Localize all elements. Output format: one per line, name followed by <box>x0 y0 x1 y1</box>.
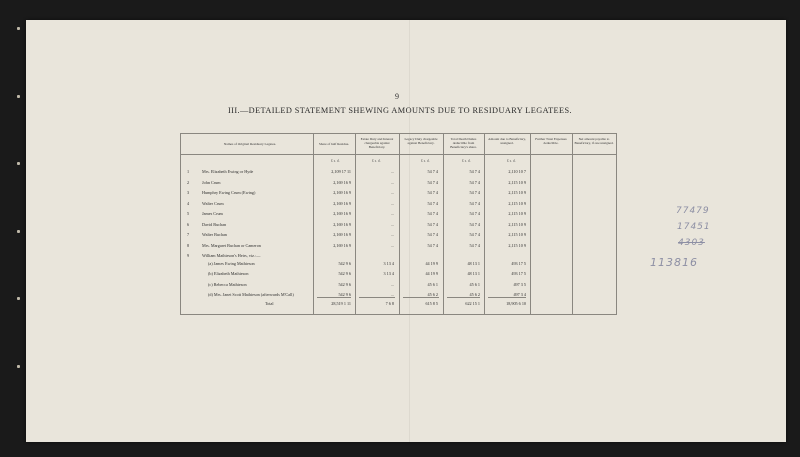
cell-legacy: 54 7 4 <box>427 243 438 248</box>
table-row <box>181 211 616 219</box>
cell-legacy: 45 6 1 <box>427 282 438 287</box>
binding-mark <box>17 27 20 30</box>
cell-due: 2,115 10 9 <box>508 201 526 206</box>
binding-mark <box>17 297 20 300</box>
total-label: Total <box>265 301 274 306</box>
pencil-note: 113816 <box>650 256 698 269</box>
table-row <box>181 222 616 230</box>
cell-legacy: 54 7 4 <box>427 222 438 227</box>
legatee-name: William Mathieson's Heirs, viz.:— <box>202 253 261 258</box>
cell-total: 54 7 4 <box>469 180 480 185</box>
cell-estate: 3 13 4 <box>383 261 394 266</box>
column-header: Names of Original Residuary Legatee. <box>223 142 277 146</box>
binding-mark <box>17 365 20 368</box>
cell-estate: ... <box>390 282 394 287</box>
cell-legacy: 54 7 4 <box>427 169 438 174</box>
page-number: 9 <box>395 92 399 101</box>
column-header: Net amount payable to Beneficiary, if one unsigned. <box>574 137 614 146</box>
cell-share: 2,169 16 9 <box>333 222 351 227</box>
pencil-note: 4303 <box>678 238 705 248</box>
total-estate: 7 6 8 <box>385 301 394 306</box>
cell-share: 2,169 16 9 <box>333 232 351 237</box>
cell-share: 2,169 16 9 <box>333 180 351 185</box>
cell-due: 493 17 5 <box>511 261 526 266</box>
table-row <box>181 253 616 261</box>
cell-share: 542 9 6 <box>338 261 351 266</box>
cell-share: 2,169 16 9 <box>333 243 351 248</box>
cell-estate: ... <box>390 232 394 237</box>
table-row <box>181 180 616 188</box>
unit-label: £ s. d. <box>507 159 516 163</box>
table-row <box>181 261 616 269</box>
row-number: 3 <box>186 190 190 195</box>
pencil-note: 77479 <box>676 206 710 216</box>
pencil-note: 17451 <box>677 222 711 232</box>
cell-estate: ... <box>390 180 394 185</box>
binding-mark <box>17 230 20 233</box>
cell-total: 45 6 2 <box>469 292 480 297</box>
cell-total: 54 7 4 <box>469 201 480 206</box>
column-header: Total Death Duties deductible from Beneficiary's share. <box>450 137 477 150</box>
cell-legacy: 54 7 4 <box>427 232 438 237</box>
cell-legacy: 45 6 2 <box>427 292 438 297</box>
row-number: 2 <box>186 180 190 185</box>
cell-total: 48 13 1 <box>467 261 480 266</box>
legatee-name: John Crum <box>202 180 221 185</box>
cell-due: 2,115 10 9 <box>508 211 526 216</box>
total-share: 28,519 1 11 <box>331 301 351 306</box>
row-number: 6 <box>186 222 190 227</box>
cell-estate: ... <box>390 222 394 227</box>
cell-due: 497 3 4 <box>513 292 526 297</box>
cell-estate: ... <box>390 169 394 174</box>
cell-share: 2,169 16 9 <box>333 190 351 195</box>
statement-table <box>180 133 617 315</box>
cell-due: 2,115 10 9 <box>508 232 526 237</box>
legatee-name: Mrs. Margaret Buchan or Cameron <box>202 243 261 248</box>
column-header: Share of half Residue. <box>318 142 350 146</box>
cell-legacy: 54 7 4 <box>427 190 438 195</box>
table-row <box>181 271 616 279</box>
table-row <box>181 190 616 198</box>
table-row <box>181 282 616 290</box>
cell-due: 497 3 5 <box>513 282 526 287</box>
legatee-name: David Buchan <box>202 222 227 227</box>
cell-total: 54 7 4 <box>469 190 480 195</box>
unit-label: £ s. d. <box>372 159 381 163</box>
cell-total: 48 13 1 <box>467 271 480 276</box>
legatee-name: Walter Crum <box>202 201 224 206</box>
legatee-name: (d) Mrs. Janet Scott Mathieson (afterwards M'Call) <box>208 292 294 297</box>
cell-total: 54 7 4 <box>469 211 480 216</box>
unit-label: £ s. d. <box>331 159 340 163</box>
cell-estate: ... <box>390 243 394 248</box>
cell-estate: ... <box>390 201 394 206</box>
cell-total: 54 7 4 <box>469 243 480 248</box>
cell-estate: ... <box>390 190 394 195</box>
row-number: 4 <box>186 201 190 206</box>
legatee-name: James Crum <box>202 211 223 216</box>
total-due: 18,905 6 10 <box>506 301 526 306</box>
table-row <box>181 201 616 209</box>
cell-share: 542 9 6 <box>338 271 351 276</box>
cell-total: 54 7 4 <box>469 169 480 174</box>
cell-due: 2,115 10 9 <box>508 190 526 195</box>
row-number: 5 <box>186 211 190 216</box>
column-header: Legacy Duty chargeable against Beneficiary. <box>404 137 438 146</box>
unit-label: £ s. d. <box>421 159 430 163</box>
total-row <box>181 301 616 309</box>
legatee-name: Walter Buchan <box>202 232 227 237</box>
cell-legacy: 54 7 4 <box>427 180 438 185</box>
cell-legacy: 54 7 4 <box>427 201 438 206</box>
cell-due: 2,115 10 9 <box>508 180 526 185</box>
cell-legacy: 54 7 4 <box>427 211 438 216</box>
cell-share: 2,169 16 9 <box>333 211 351 216</box>
row-number: 7 <box>186 232 190 237</box>
table-row <box>181 232 616 240</box>
cell-due: 493 17 5 <box>511 271 526 276</box>
cell-total: 54 7 4 <box>469 222 480 227</box>
legatee-name: (a) James Ewing Mathieson <box>208 261 255 266</box>
cell-estate: ... <box>390 211 394 216</box>
cell-share: 2,109 17 11 <box>331 169 351 174</box>
column-header: Estate Duty and Interest chargeable against Beneficiary. <box>360 137 394 150</box>
column-header: Further Trust Expenses deductible. <box>535 137 567 146</box>
cell-share: 542 9 6 <box>338 282 351 287</box>
cell-estate: ... <box>390 292 394 297</box>
table-row <box>181 292 616 300</box>
cell-share: 542 9 6 <box>338 292 351 297</box>
total-legacy: 615 8 5 <box>425 301 438 306</box>
cell-legacy: 44 19 9 <box>425 271 438 276</box>
cell-estate: 3 13 4 <box>383 271 394 276</box>
document-title: III.—DETAILED STATEMENT SHEWING AMOUNTS DUE TO RESIDUARY LEGATEES. <box>228 106 572 115</box>
total-deductions: 622 15 1 <box>465 301 480 306</box>
cell-due: 2,110 10 7 <box>508 169 526 174</box>
row-number: 9 <box>186 253 190 258</box>
binding-mark <box>17 95 20 98</box>
row-number: 8 <box>186 243 190 248</box>
legatee-name: Mrs. Elizabeth Ewing or Hyde <box>202 169 254 174</box>
cell-legacy: 44 19 9 <box>425 261 438 266</box>
legatee-name: Humphry Ewing Crum (Ewing) <box>202 190 256 195</box>
row-number: 1 <box>186 169 190 174</box>
column-header: Amount due to Beneficiary, unsigned. <box>488 137 526 146</box>
table-row <box>181 169 616 177</box>
table-row <box>181 243 616 251</box>
unit-label: £ s. d. <box>462 159 471 163</box>
cell-due: 2,115 10 9 <box>508 243 526 248</box>
legatee-name: (c) Rebecca Mathieson <box>208 282 247 287</box>
cell-due: 2,115 10 9 <box>508 222 526 227</box>
cell-total: 45 6 1 <box>469 282 480 287</box>
cell-share: 2,169 16 9 <box>333 201 351 206</box>
cell-total: 54 7 4 <box>469 232 480 237</box>
binding-mark <box>17 162 20 165</box>
legatee-name: (b) Elizabeth Mathieson <box>208 271 249 276</box>
